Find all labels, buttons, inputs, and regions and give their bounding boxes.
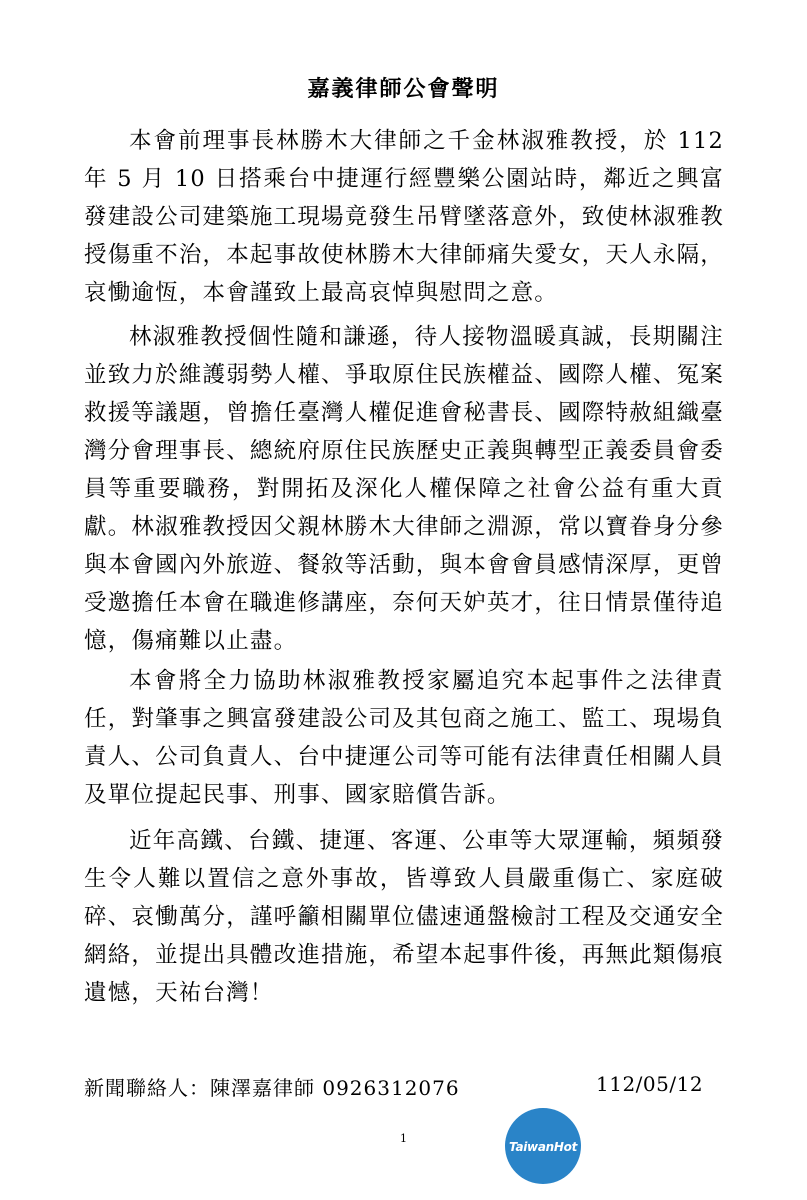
press-contact: 新聞聯絡人：陳澤嘉律師 0926312076 [84,1076,460,1100]
watermark-logo [505,1108,581,1184]
paragraph-2: 林淑雅教授個性隨和謙遜，待人接物溫暖真誠，長期關注並致力於維護弱勢人權、爭取原住民族權益、國際人權、冤案救援等議題，曾擔任臺灣人權促進會秘書長、國際特赦組織臺灣分會理事長、總統府原住民族歷史正義與轉型正義委員會委員等重要職務，對開拓及深化人權保障之社會公益有重大貢獻。林淑雅教授因父親林勝木大律師之淵源，常以寶眷身分參與本會國內外旅遊、餐敘等活動，與本會會員感情深厚，更曾受邀擔任本會在職進修講座，奈何天妒英才，往日情景僅待追憶，傷痛難以止盡。 [84,324,724,654]
page-number: 1 [400,1132,407,1145]
document-date: 112/05/12 [596,1072,704,1096]
paragraph-3: 本會將全力協助林淑雅教授家屬追究本起事件之法律責任，對肇事之興富發建設公司及其包商之施工、監工、現場負責人、公司負責人、台中捷運公司等可能有法律責任相關人員及單位提起民事、刑事、國家賠償告訴。 [84,668,724,808]
watermark-text: TaiwanHot [508,1140,578,1154]
paragraph-1: 本會前理事長林勝木大律師之千金林淑雅教授，於 112 年 5 月 10 日搭乘台中捷運行經豐樂公園站時，鄰近之興富發建設公司建築施工現場竟發生吊臂墜落意外，致使林淑雅教授傷重不治，本起事故使林勝木大律師痛失愛女，天人永隔，哀慟逾恆，本會謹致上最高哀悼與慰問之意。 [84,128,724,306]
document-title: 嘉義律師公會聲明 [307,77,500,102]
paragraph-4: 近年高鐵、台鐵、捷運、客運、公車等大眾運輸，頻頻發生令人難以置信之意外事故，皆導致人員嚴重傷亡、家庭破碎、哀慟萬分，謹呼籲相關單位儘速通盤檢討工程及交通安全網絡，並提出具體改進措施，希望本起事件後，再無此類傷痕遺憾，天祐台灣！ [84,828,724,1006]
